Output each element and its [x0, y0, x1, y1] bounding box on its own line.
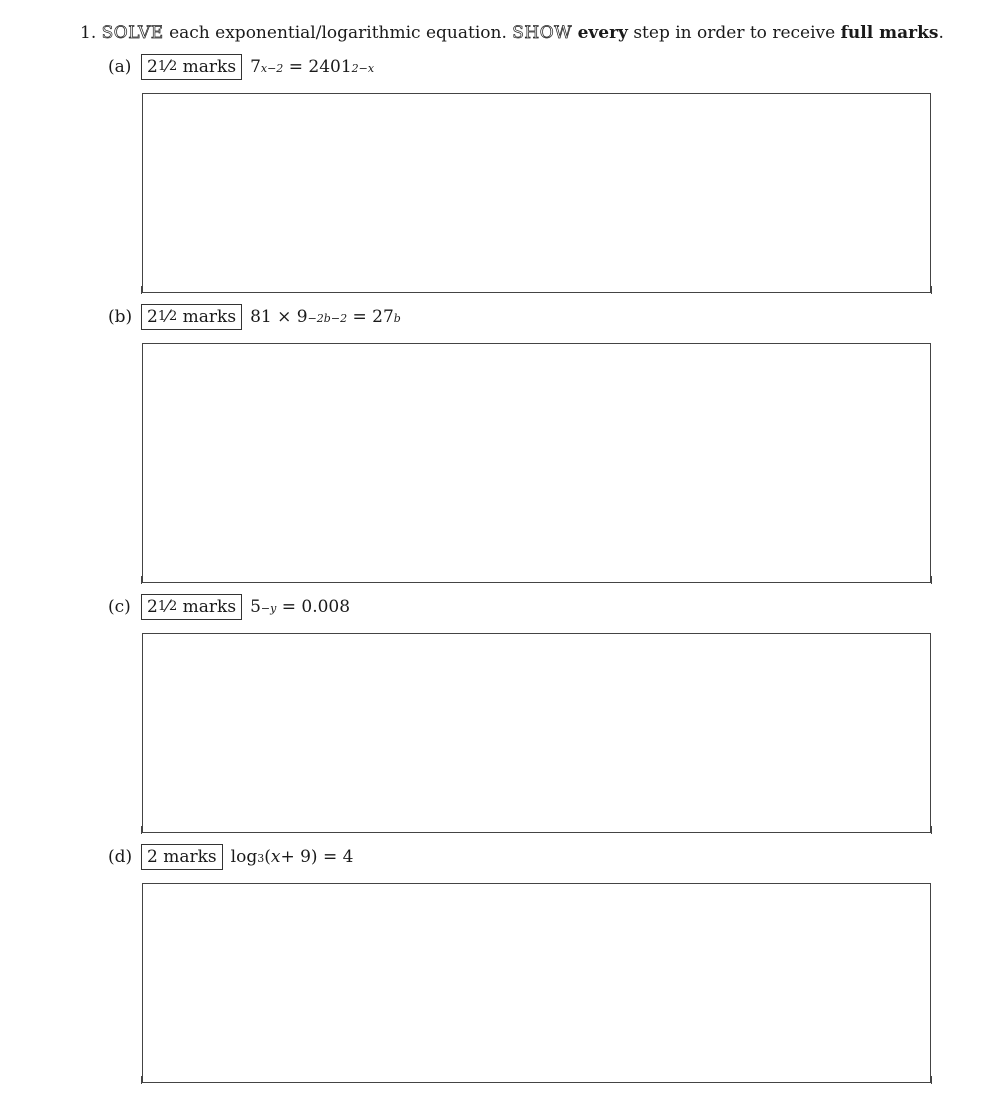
part-a-marks-slash: ⁄	[166, 56, 169, 77]
question-number: 1.	[80, 23, 97, 43]
part-c-header	[108, 592, 350, 622]
part-c-base1: 5	[250, 597, 261, 617]
part-b-exp1: −2b−2	[307, 312, 348, 325]
part-b-marks-box: 2 1 ⁄ 2 marks	[141, 304, 242, 330]
part-a-marks-whole: 2	[147, 56, 158, 77]
part-c-answer-box[interactable]	[142, 633, 931, 833]
part-a-base2: 2401	[308, 57, 352, 77]
instruction-text-b: step in order to receive	[633, 23, 836, 43]
part-b-times: ×	[277, 307, 292, 327]
part-a-base1: 7	[250, 57, 261, 77]
part-a-equation	[250, 57, 374, 77]
part-a-marks-word: marks	[182, 56, 237, 77]
part-b-marks-word: marks	[182, 306, 237, 327]
show-word: SHOW	[512, 23, 573, 43]
part-d-arg-var: x	[270, 847, 281, 867]
part-d-letter: (d)	[108, 847, 133, 867]
part-c-marks-whole: 2	[147, 596, 158, 617]
part-c-rhs: 0.008	[301, 597, 351, 617]
instruction-period: .	[938, 23, 944, 43]
part-c-marks-box: 2 1 ⁄ 2 marks	[141, 594, 242, 620]
part-b-coef: 81	[250, 307, 272, 327]
part-b-answer-box[interactable]	[142, 343, 931, 583]
part-c-letter: (c)	[108, 597, 131, 617]
full-marks-word: full marks	[840, 23, 939, 43]
part-d-answer-box[interactable]	[142, 883, 931, 1083]
part-d-log: log	[230, 847, 258, 867]
part-a-answer-box[interactable]	[142, 93, 931, 293]
part-a-equals: =	[288, 57, 303, 77]
part-c-marks-word: marks	[182, 596, 237, 617]
part-c-equation	[250, 597, 350, 617]
part-b-marks-whole: 2	[147, 306, 158, 327]
part-a-header	[108, 52, 374, 82]
part-a-letter: (a)	[108, 57, 132, 77]
solve-word: SOLVE	[101, 23, 164, 43]
part-b-exp2: b	[393, 312, 401, 325]
part-b-letter: (b)	[108, 307, 133, 327]
instruction-text-a: each exponential/logarithmic equation.	[169, 23, 507, 43]
part-d-marks-box: 2 marks	[141, 844, 223, 870]
every-word: every	[577, 23, 628, 43]
part-b-equation	[250, 307, 401, 327]
part-d-arg-open: (	[264, 847, 271, 867]
part-a-exp2: 2−x	[351, 62, 375, 75]
part-c-marks-slash: ⁄	[166, 596, 169, 617]
part-d-equals: =	[322, 847, 338, 867]
part-d-arg-rest: + 9)	[280, 847, 318, 867]
part-a-exp1: x−2	[260, 62, 284, 75]
part-b-equals: =	[352, 307, 367, 327]
part-c-equals: =	[281, 597, 296, 617]
part-c-exp1: −y	[260, 602, 277, 615]
part-b-base1: 9	[296, 307, 308, 327]
question-instruction	[80, 22, 944, 44]
part-b-header	[108, 302, 401, 332]
part-a-marks-box: 2 1 ⁄ 2 marks	[141, 54, 242, 80]
part-d-header	[108, 842, 353, 872]
part-d-equation: log 3 ( x + 9) = 4	[230, 847, 354, 867]
part-d-rhs: 4	[342, 847, 354, 867]
part-b-marks-slash: ⁄	[166, 306, 169, 327]
part-b-base2: 27	[372, 307, 394, 327]
